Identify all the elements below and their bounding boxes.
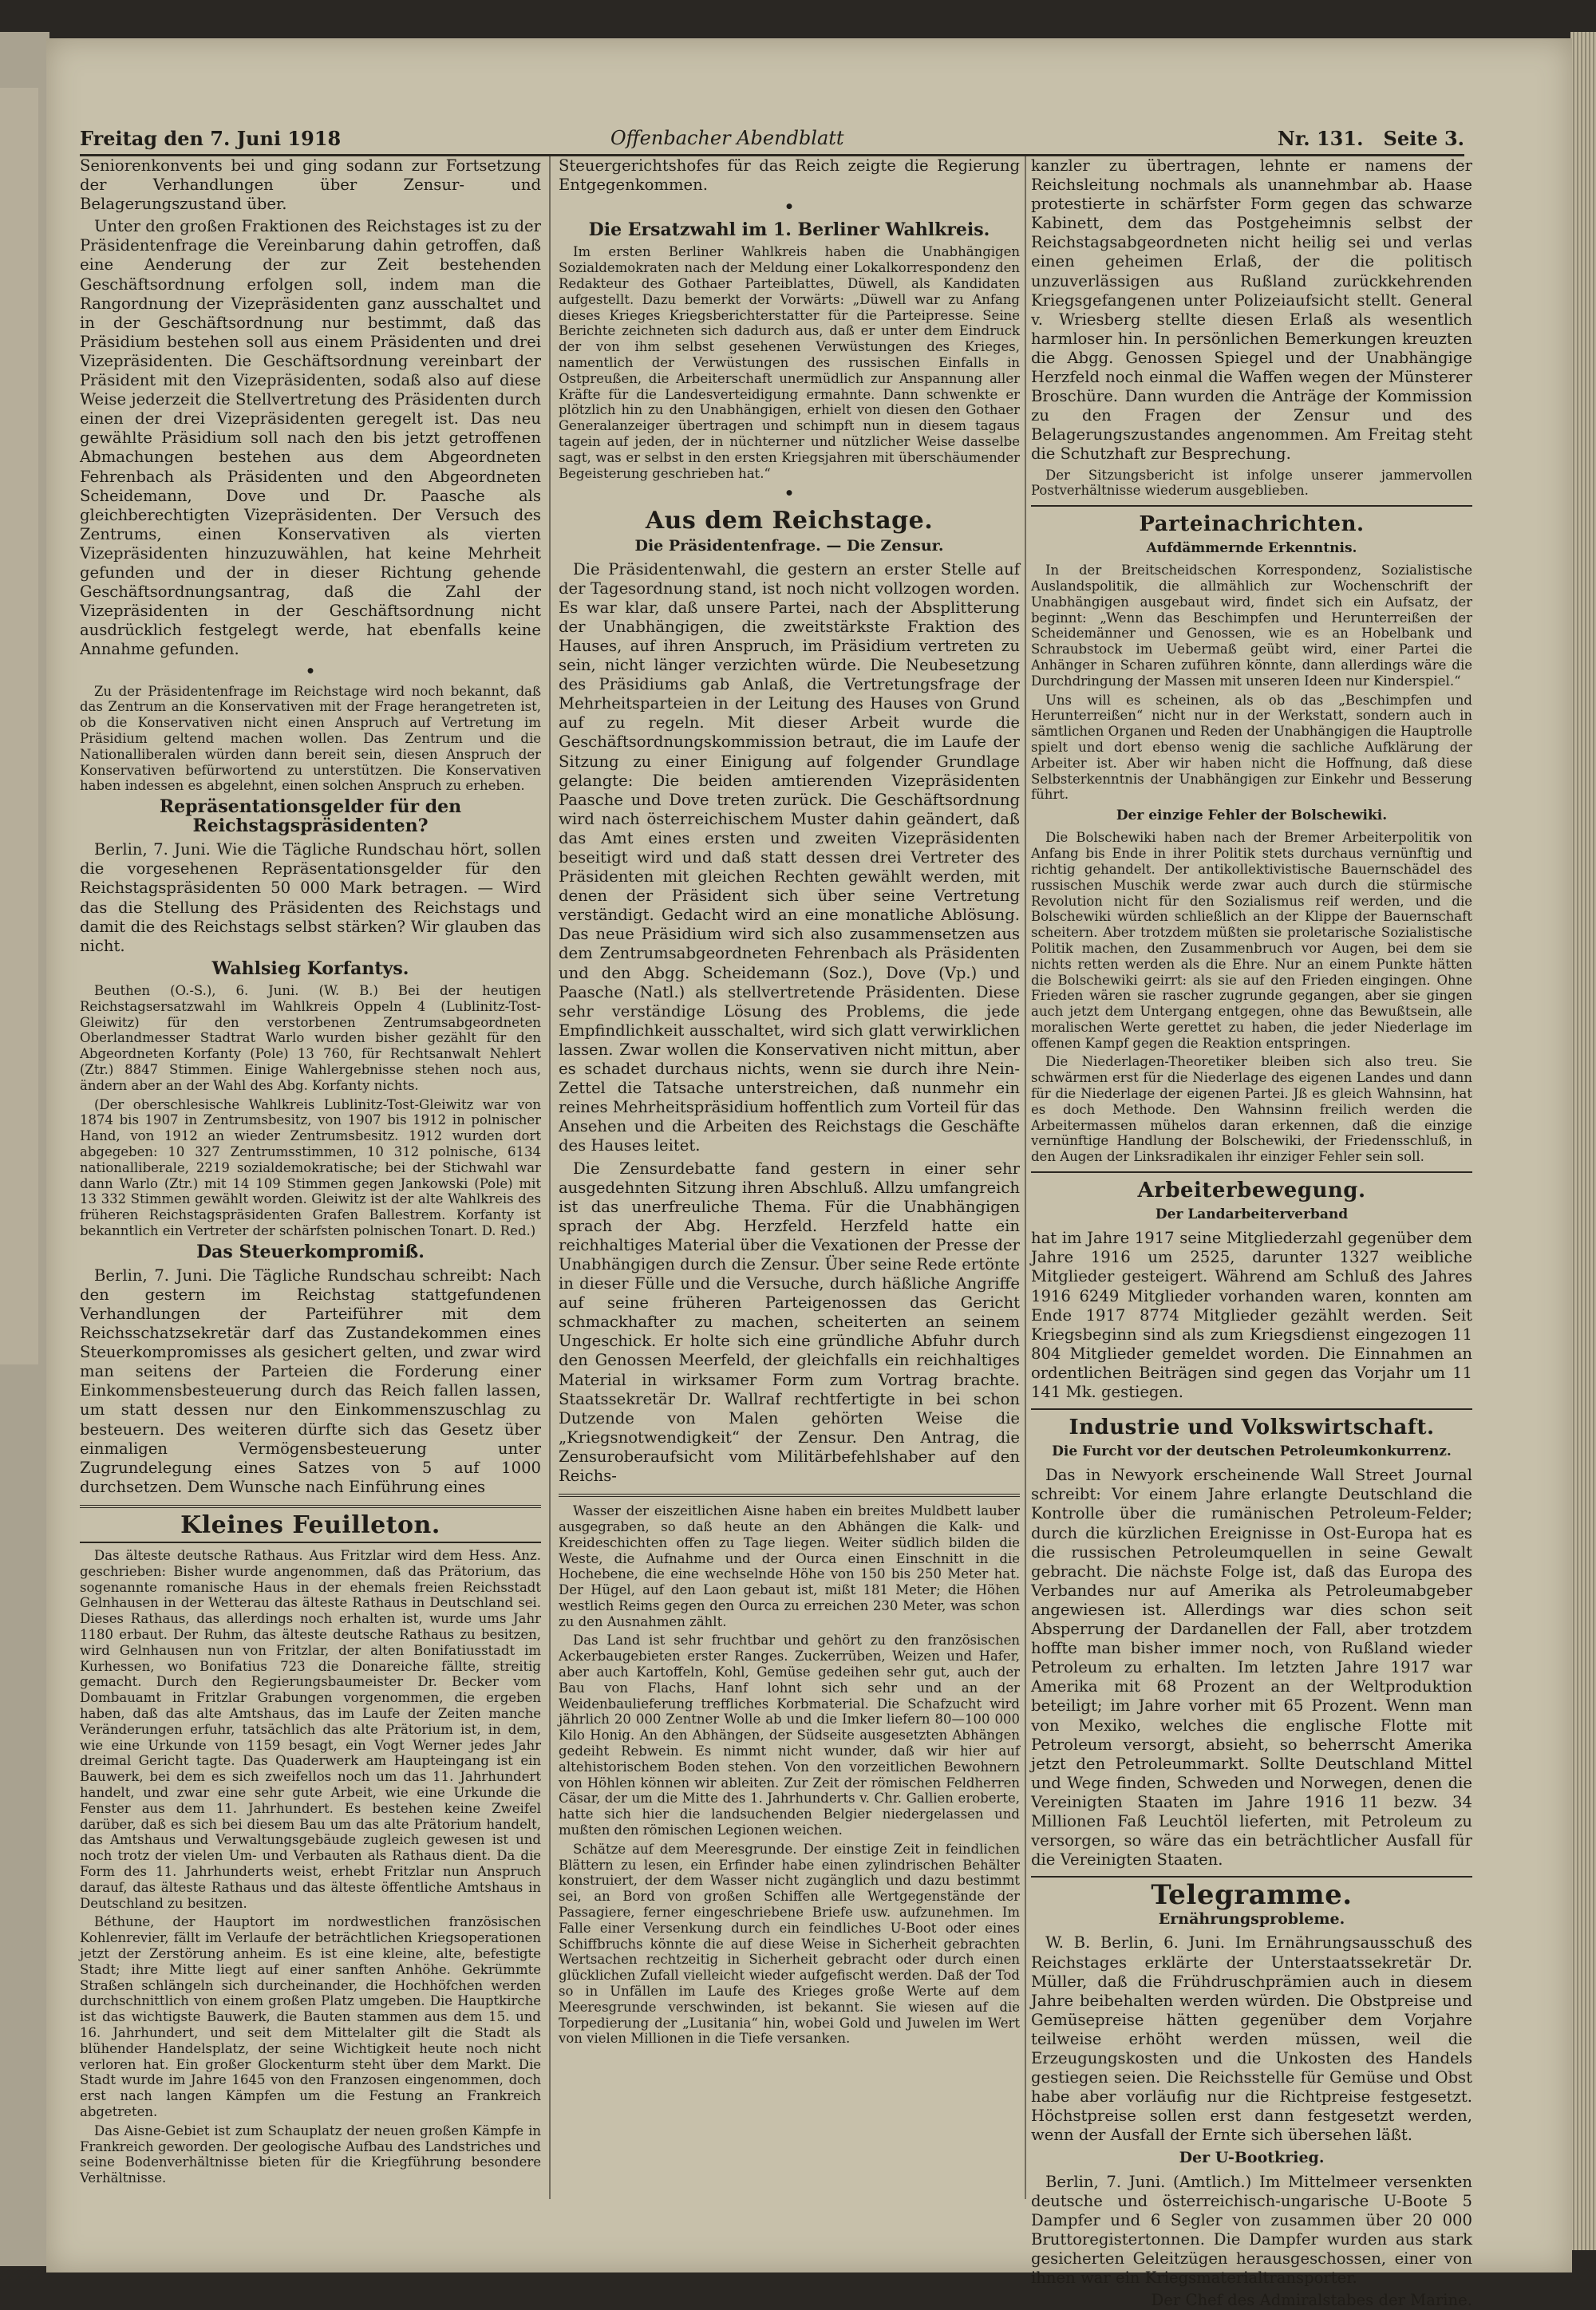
article-text-small: Zu der Präsidentenfrage im Reichstage wird noch bekannt, daß das Zentrum an die Konservativen mit der Frage herangetreten ist, ob die Konservativen nicht einen Anspruch auf Vertretung im Präsidium geltend machen wollen. Das Zentrum und die Nationalliberalen würden dann bereit sein, diesen Anspruch der Konservativen befürwortend zu unterstützen. Die Konservativen haben indessen es abgelehnt, einen solchen Anspruch zu erheben.: [80, 683, 541, 794]
article-text: Die Zensurdebatte fand gestern in einer sehr ausgedehnten Sitzung ihren Abschluß. Allzu umfangreich ist das unerfreuliche Thema. Für die Unabhängigen sprach der Abg. Herzfeld. Herzfeld hatte ein reichhaltiges Material über die Vexationen der Presse der Unabhängigen durch die Zensur. Über seine Rede ertönte in dieser Fülle und die Versuche, durch häßliche Angriffe auf seine früheren Parteigenossen das Gericht schmackhafter zu machen, scheiterten an seinem Ungeschick. Er holte sich eine gründliche Abfuhr durch den Genossen Meerfeld, der gleichfalls ein reichhaltiges Material in wirksamer Form zum Vortrag brachte. Staatssekretär Dr. Wallraf rechtfertigte in bei schon Dutzende von Malen gehörten Weise die „Kriegsnotwendigkeit“ der Zensur. Den Antrag, die Zensuroberaufsicht vom Militärbefehlshaber auf den Reichs-: [559, 1159, 1020, 1486]
separator-dot: •: [784, 198, 795, 217]
article-text-small: Beuthen (O.-S.), 6. Juni. (W. B.) Bei der heutigen Reichstagsersatzwahl im Wahlkreis Oppeln 4 (Lublinitz-Tost-Gleiwitz) für den verstorbenen Zentrumsabgeordneten Oberlandmesser Stadtrat Warlo wurden bisher gezählt für den Abgeordneten Korfanty (Pole) 13 760, für Rechtsanwalt Nehlert (Ztr.) 8847 Stimmen. Einige Wahlergebnisse stehen noch aus, ändern aber an der Wahl des Abg. Korfanty nichts.: [80, 982, 541, 1093]
article-text-small: Im ersten Berliner Wahlkreis haben die Unabhängigen Sozialdemokraten nach der Meldung einer Lokalkorrespondenz den Redakteur des Gothaer Parteiblattes, Düwell, als Kandidaten aufgestellt. Dazu bemerkt der Vorwärts: „Düwell war zu Anfang dieses Krieges Kriegsberichterstatter für die Parteipresse. Seine Berichte zeichneten sich dadurch aus, daß er unter dem Eindruck der von ihm selbst gesehenen Verwüstungen des Krieges, namentlich der Verwüstungen des russischen Einfalls in Ostpreußen, die Arbeiterschaft unermüdlich zur Anspannung aller Kräfte für die Landesverteidigung ermahnte. Dann schwenkte er plötzlich hin zu den Unabhängigen, erhielt von diesen den Gothaer Generalanzeiger übertragen und schimpft nun in diesem tagaus tagein auf jeden, der in nüchterner und nützlicher Weise dasselbe sagt, was er selbst in den ersten Kriegsjahren mit überschäumender Begeisterung geschrieben hat.“: [559, 244, 1020, 481]
article-text-small: Der Sitzungsbericht ist infolge unserer jammervollen Postverhältnisse wiederum ausgeblieben.: [1031, 467, 1472, 499]
section-rule: [1031, 1876, 1472, 1878]
article-text-small: (Der oberschlesische Wahlkreis Lublinitz-Tost-Gleiwitz war von 1874 bis 1907 in Zentrumsbesitz, von 1907 bis 1912 in polnischer Hand, von 1912 an wieder Zentrumsbesitz. 1912 wurden dort abgegeben: 10 327 Zentrumsstimmen, 10 312 polnische, 6134 nationalliberale, 2219 sozialdemokratische; bei der Stichwahl war dann Warlo (Ztr.) mit 14 109 Stimmen gegen Jankowski (Pole) mit 13 332 Stimmen gewählt worden. Gleiwitz ist der alte Wahlkreis des früheren Reichstagspräsidenten Grafen Ballestrem. Korfanty ist bekanntlich ein Vertreter der schärfsten polnischen Tonart. D. Red.): [80, 1096, 541, 1238]
article-text: W. B. Berlin, 6. Juni. Im Ernährungsausschuß des Reichstages erklärte der Unterstaatssekretär Dr. Müller, daß die Frühdruschprämien auch in diesem Jahre beibehalten werden würden. Die Obstpreise und Gemüsepreise hätten gegenüber dem Vorjahre teilweise erhöht werden müssen, weil die Erzeugungskosten und die Unkosten des Handels gestiegen seien. Die Reichsstelle für Gemüse und Obst habe aber vorläufig nur die Richtpreise festgesetzt. Höchstpreise sollen erst dann festgesetzt werden, wenn der Ausfall der Ernte sich übersehen läßt.: [1031, 1933, 1472, 2145]
section-rule: [1031, 505, 1472, 507]
section-rule: [1031, 1171, 1472, 1173]
article-text: Steuergerichtshofes für das Reich zeigte die Regierung Entgegenkommen.: [559, 156, 1020, 195]
article-text: Berlin, 7. Juni. Die Tägliche Rundschau schreibt: Nach den gestern im Reichstag stattgefundenen Verhandlungen der Parteiführer mit dem Reichsschatzsekretär darf das Zustandekommen eines Steuerkompromisses als gesichert gelten, und zwar wird man seitens der Parteien die Forderung einer Einkommensbesteuerung durch das Reich fallen lassen, um statt dessen nur den Einkommenszuschlag zu besteuern. Des weiteren dürfte sich das Gesetz über einmaligen Vermögensbesteuerung unter Zugrundelegung eines Satzes von 5 auf 1000 durchsetzen. Dem Wunsche nach Einführung eines: [80, 1266, 541, 1496]
article-text-small: Die Bolschewiki haben nach der Bremer Arbeiterpolitik von Anfang bis Ende in ihrer Politik stets durchaus vernünftig und richtig gehandelt. Der antikollektivistische Bauernschädel des russischen Muschik werde zwar auch durch die stürmische Revolution nicht für den Sozialismus reif werden, und die Bolschewiki würden schließlich an der Klippe der Bauernschaft scheitern. Aber trotzdem müßten sie proletarische Sozialistische Politik machen, den Zusammenbruch vor Augen, bei dem sie nichts retten werden als die Ehre. Nur an einem Punkte hätten die Bolschewiki geirrt: als sie auf den Frieden eingingen. Ohne Frieden wären sie rascher zugrunde gegangen, aber sie gingen auch jetzt dem Untergang entgegen, ohne das Bewußtsein, alle moralischen Werte gerettet zu haben, die jeder Niederlage im offenen Kampf gegen die Reaktion entspringen.: [1031, 830, 1472, 1051]
feuilleton-text: Das Aisne-Gebiet ist zum Schauplatz der neuen großen Kämpfe in Frankreich geworden. Der geologische Aufbau des Landstriches und seine Bodenverhältnisse bieten für die Kriegführung besondere Verhältnisse.: [80, 2122, 541, 2186]
article-text: Die Präsidentenwahl, die gestern an erster Stelle auf der Tagesordnung stand, ist noch nicht vollzogen worden. Es war klar, daß unsere Partei, nach der Absplitterung der Unabhängigen, die zweitstärkste Fraktion des Hauses, auf ihren Anspruch, im Präsidium vertreten zu sein, nicht länger verzichten würde. Die Neubesetzung des Präsidiums gab Anlaß, die Vertretungsfrage der Mehrheitsparteien in der Leitung des Hauses von Grund auf zu regeln. Mit dieser Arbeit wurde die Geschäftsordnungskommission betraut, die im Laufe der Sitzung zu einer Einigung auf folgender Grundlage gelangte: Die beiden amtierenden Vizepräsidenten Paasche und Dove treten zurück. Die Geschäftsordnung wird nach österreichischem Muster dahin geändert, daß das Amt eines ersten und zweiten Vizepräsidenten beseitigt wird und daß statt dessen drei Vertreter des Präsidenten mit gleichen Rechten gewählt werden, mit denen der Präsident sich über seine Vertretung verständigt. Gedacht wird an eine monatliche Ablösung. Das neue Präsidium wird sich also zusammensetzen aus dem Zentrumsabgeordneten Fehrenbach als Präsidenten und den Abgg. Scheidemann (Soz.), Dove (Vp.) und Paasche (Natl.) als stellvertretende Präsidenten. Diese sehr verständige Lösung des Problems, die jede Empfindlichkeit ausschaltet, wird sich glatt verwirklichen lassen. Zwar wollen die Konservativen nicht mittun, aber es schadet durchaus nichts, wenn sie durch ihre Nein-Zettel die Tatsache unterstreichen, daß nunmehr ein reines Mehrheitspräsidium hoffentlich zum Vorteil für das Ansehen und die Arbeiten des Reichstags die Geschäfte des Hauses leitet.: [559, 559, 1020, 1155]
article-text: Berlin, 7. Juni. Wie die Tägliche Rundschau hört, sollen die vorgesehenen Repräsentationsgelder für den Reichstagspräsidenten 50 000 Mark betragen. — Wird das die Stellung des Präsidenten des Reichstags und damit die des Reichstags selbst stärken? Wir glauben das nicht.: [80, 840, 541, 955]
section-title: Parteinachrichten.: [1139, 512, 1365, 537]
feuilleton-text: Wasser der eiszeitlichen Aisne haben ein breites Muldbett lauber ausgegraben, so daß heute an den Abhängen die Kalk- und Kreideschichten offen zu Tage liegen. Weiter südlich bilden die Weste, die Aufnahme und der Ourca einen Einschnitt in die Hochebene, die eine wechselnde Höhe von 150 bis 250 Meter hat. Der Hügel, auf den Laon gebaut ist, mißt 181 Meter; die Höhen westlich Reims gegen den Ourca zu erreichen 230 Meter, was schon zu den Ausnahmen zählt.: [559, 1503, 1020, 1629]
subheadline: Ernährungsprobleme.: [1158, 1910, 1345, 1929]
headline: Das Steuerkompromiß.: [196, 1241, 425, 1262]
header-paper-title: Offenbacher Abendblatt: [610, 127, 844, 149]
article-text: hat im Jahre 1917 seine Mitgliederzahl gegenüber dem Jahre 1916 um 2525, darunter 1327 weibliche Mitglieder gesteigert. Während am Schluß des Jahres 1916 6249 Mitglieder vorhanden waren, konnten am Ende 1917 8774 Mitglieder gezählt werden. Seit Kriegsbeginn sind als zum Kriegsdienst eingezogen 11 804 Mitglieder gemeldet worden. Die Einnahmen an ordentlichen Beiträgen sind gegen das Vorjahr um 11 141 Mk. gestiegen.: [1031, 1229, 1472, 1401]
column-3: [1031, 156, 1472, 2310]
book-page-edges: [1570, 32, 1596, 2250]
feuilleton-text: Schätze auf dem Meeresgrunde. Der einstige Zeit in feindlichen Blättern zu lesen, ein Erfinder habe einen zylindrischen Behälter konstruiert, der dem Wasser nicht zugänglich und dazu bestimmt sei, an Bord von großen Schiffen alle Wertgegenstände der Passagiere, ferner eingeschriebene Briefe usw. aufzunehmen. Im Falle einer Versenkung durch ein feindliches U-Boot oder eines Schiffbruchs könnte die auf diese Weise in Sicherheit gebrachten Wertsachen rechtzeitig in Sicherheit gebracht oder durch einen glücklichen Zufall vielleicht wieder aufgefischt werden. Daß der Tod so in Unfällen im Laufe des Krieges große Werte auf dem Meeresgrunde verschwinden, ist bekannt. Sie wiesen auf die Torpedierung der „Lusitania“ hin, wobei Gold und Juwelen im Wert von vielen Millionen in die Tiefe versanken.: [559, 1841, 1020, 2047]
section-title: Arbeiterbewegung.: [1137, 1179, 1366, 1203]
section-rule: [80, 1505, 541, 1508]
article-text-small: Uns will es scheinen, als ob das „Beschimpfen und Herunterreißen“ nicht nur in der Werkstatt, sondern auch in sämtlichen Organen und Reden der Unabhängigen die Hauptrolle spielt und dort ebenso wenig die sachliche Aufklärung der Arbeiter ist. Aber wir haben nicht die Hoffnung, daß diese Selbsterkenntnis der Unabhängigen zur Einkehr und Besserung führt.: [1031, 692, 1472, 803]
article-text: Das in Newyork erscheinende Wall Street Journal schreibt: Vor einem Jahre erlangte Deutschland die Kontrolle über die rumänischen Petroleum-Felder; durch die kürzlichen Ereignisse in Ost-Europa hat es die russischen Petroleumquellen in seine Gewalt gebracht. Die nächste Folge ist, daß das Europa des Verbandes nur auf Amerika als Petroleumabgeber angewiesen ist. Allerdings war dies schon seit Absperrung der Dardanellen der Fall, aber trotzdem hoffte man bisher immer noch, von Rußland wieder Petroleum zu erhalten. Im letzten Jahre 1917 war Amerika mit 68 Prozent an der Weltproduktion beteiligt; im Jahre vorher mit 65 Prozent. Wenn man von Mexiko, welches die englische Flotte mit Petroleum versorgt, absieht, so beherrscht Amerika jetzt den Petroleummarkt. Sollte Deutschland Mittel und Wege finden, Schweden und Norwegen, denen die Vereinigten Staaten im Jahre 1916 11 bezw. 34 Millionen Faß Leuchtöl lieferten, mit Petroleum zu versorgen, so wäre das ein beträchtlicher Ausfall für die Vereinigten Staaten.: [1031, 1466, 1472, 1870]
column-rule-2: [1025, 156, 1026, 2199]
section-title: Aus dem Reichstage.: [645, 507, 934, 535]
headline: Repräsentationsgelder für den Reichstagspräsidenten?: [159, 796, 462, 837]
subheadline: Aufdämmernde Erkenntnis.: [1146, 540, 1357, 557]
subheadline: Der Landarbeiterverband: [1155, 1206, 1349, 1223]
section-title: Kleines Feuilleton.: [180, 1510, 440, 1539]
article-text: Seniorenkonvents bei und ging sodann zur Fortsetzung der Verhandlungen über Zensur- und Belagerungszustand über.: [80, 156, 541, 214]
article-text: kanzler zu übertragen, lehnte er namens der Reichsleitung nochmals als unannehmbar ab. Haase protestierte in schärfster Form gegen das schwarze Kabinett, dem das Postgeheimnis selbst der Reichstagsabgeordneten nicht heilig sei und verlas einen geheimen Erlaß, der die politisch unzuverlässigen aus Rußland zurückkehrenden Kriegsgefangenen unter Polizeiaufsicht stellt. General v. Wriesberg stellte diesen Erlaß als wesentlich harmloser hin. In persönlichen Bemerkungen kreuzten die Abgg. Genossen Spiegel und der Unabhängige Herzfeld noch einmal die Waffen wegen der Münsterer Broschüre. Dann wurden die Anträge der Kommission zu den Fragen der Zensur und des Belagerungszustandes angenommen. Am Freitag steht die Schutzhaft zur Besprechung.: [1031, 156, 1472, 464]
article-text-small: Die Niederlagen-Theoretiker bleiben sich also treu. Sie schwärmen erst für die Niederlage des eigenen Landes und dann für die Niederlage der eigenen Partei. Jß es gleich Wahnsinn, hat es doch Methode. Den Wahnsinn freilich werden die Arbeitermassen mühelos daran erkennen, daß die einzige vernünftige Handlung der Bolschewiki, der Friedensschluß, in den Augen der Linksradikalen ihr einziger Fehler sein soll.: [1031, 1054, 1472, 1165]
header-page-number: Seite 3.: [1383, 127, 1464, 150]
headline: Wahlsieg Korfantys.: [211, 958, 409, 979]
subheadline: Die Präsidentenfrage. — Die Zensur.: [634, 536, 944, 555]
section-rule: [80, 1542, 541, 1543]
section-rule: [559, 1494, 1020, 1497]
section-title: Telegramme.: [1151, 1879, 1353, 1912]
column-rule-1: [549, 156, 551, 2199]
feuilleton-text: Das älteste deutsche Rathaus. Aus Fritzlar wird dem Hess. Anz. geschrieben: Bisher wurde angenommen, daß das Prätorium, das sogenannte romanische Haus in der ehemals freien Reichsstadt Gelnhausen in der Wetterau das älteste Rathaus in Deutschland sei. Dieses Rathaus, das allerdings noch erhalten ist, wurde ums Jahr 1180 erbaut. Der Ruhm, das älteste deutsche Rathaus zu besitzen, wird Gelnhausen nun von Fritzlar, der alten Bonifatiusstadt im Kurhessen, wo Bonifatius 723 die Donareiche fällte, streitig gemacht. Durch den Regierungsbaumeister Dr. Becker vom Dombauamt in Fritzlar Grabungen vorgenommen, die ergeben haben, daß das alte Amtshaus, das im Laufe der Zeiten manche Veränderungen erfuhr, tatsächlich das alte Prätorium ist, in dem, wie eine Urkunde von 1159 besagt, ein Vogt Werner jedes Jahr dreimal Gericht tagte. Das Quaderwerk am Haupteingang ist ein Bauwerk, bei dem es sich zweifellos noch um das 11. Jahrhundert handelt, und zwar eine sehr gute Arbeit, wie eine Urkunde die Fenster aus dem 11. Jahrhundert. Es bestehen keine Zweifel darüber, daß es sich bei diesem Bau um das alte Prätorium handelt, das Amtshaus und Verwaltungsgebäude zugleich gewesen ist und noch trotz der vielen Um- und Verbauten als Rathaus dient. Da die Form des 11. Jahrhunderts weist, erhebt Fritzlar nun Anspruch darauf, das älteste Rathaus und das älteste öffentliche Amtshaus in Deutschland zu besitzen.: [80, 1548, 541, 1911]
separator-dot: •: [784, 484, 795, 503]
article-text: Berlin, 7. Juni. (Amtlich.) Im Mittelmeer versenkten deutsche und österreichisch-ungarische U-Boote 5 Dampfer und 6 Segler von zusammen über 20 000 Bruttoregistertonnen. Die Dampfer wurden aus stark gesicherten Geleitzügen herausgeschossen, einer von ihnen war ein Kriegsmaterialtransporter.: [1031, 2172, 1472, 2288]
article-text-small: In der Breitscheidschen Korrespondenz, Sozialistische Auslandspolitik, die allmählich zur Wochenschrift der Unabhängigen ausgebaut wird, findet sich ein Aufsatz, der beginnt: „Wenn das Beschimpfen und Herunterreißen der Scheidemänner und Genossen, wie es an Hobelbank und Schraubstock im Uebermaß geübt wird, einer Partei die Anhänger in Scharen zuführen könnte, dann allerdings wäre die Durchdringung der Massen mit unseren Ideen nur Kinderspiel.“: [1031, 563, 1472, 689]
feuilleton-text: Béthune, der Hauptort im nordwestlichen französischen Kohlenrevier, fällt im Verlaufe der beträchtlichen Kriegsoperationen jetzt der Zerstörung anheim. Es ist eine kleine, alte, befestigte Stadt; ihre Mitte liegt auf einer sanften Anhöhe. Gekrümmte Straßen schlängeln sich durcheinander, die Hochhöfchen werden durchschnittlich von einem großen Platz umgeben. Die Hauptkirche ist das wichtigste Bauwerk, die Bauten stammen aus dem 15. und 16. Jahrhundert, und seit dem Mittelalter gilt die Stadt als blühender Handelsplatz, der seine Wichtigkeit heute noch nicht verloren hat. Ein großer Glockenturm steht über dem Markt. Die Stadt wurde im Jahre 1645 von den Franzosen eingenommen, doch erst nach langen Kämpfen um die Festung an Frankreich abgetreten.: [80, 1914, 541, 2119]
section-rule: [1031, 1408, 1472, 1410]
header-issue-number: Nr. 131.: [1277, 127, 1364, 150]
article-text: Unter den großen Fraktionen des Reichstages ist zu der Präsidentenfrage die Vereinbarung dahin getroffen, daß eine Aenderung der zur Zeit bestehenden Geschäftsordnung erfolgen soll, indem man die Rangordnung der Vizepräsidenten ganz ausschaltet und in der Geschäftsordnung nur bestimmt, daß das Präsidium bestehen soll aus einem Präsidenten und drei Vizepräsidenten. Die Geschäftsordnung vereinbart der Präsident mit den Vizepräsidenten, sodaß also auf diese Weise jederzeit die Stellvertretung des Präsidenten durch einen der drei Vizepräsidenten geregelt ist. Das neu gewählte Präsidium soll nach den bis jetzt getroffenen Abmachungen bestehen aus dem Abgeordneten Fehrenbach als Präsidenten und den Abgeordneten Scheidemann, Dove und Dr. Paasche als gleichberechtigten Vizepräsidenten. Der Versuch des Zentrums, einen Konservativen als vierten Vizepräsidenten hinzuzuwählen, hat keine Mehrheit gefunden und der in dieser Richtung gehende Geschäftsordnungsantrag, daß die Zahl der Vizepräsidenten in der Geschäftsordnung nicht ausdrücklich festgelegt werde, hat ebenfalls keine Annahme gefunden.: [80, 217, 541, 659]
separator-dot: •: [305, 662, 316, 681]
header-date: Freitag den 7. Juni 1918: [80, 127, 342, 150]
subheadline: Die Furcht vor der deutschen Petroleumkonkurrenz.: [1052, 1443, 1452, 1460]
subheadline: Der einzige Fehler der Bolschewiki.: [1116, 808, 1388, 824]
left-neighbor-page-strip: [0, 88, 38, 1364]
header-number-page: [1278, 127, 1464, 150]
section-title: Industrie und Volkswirtschaft.: [1069, 1416, 1435, 1440]
column-1: [80, 156, 541, 2267]
headline: Die Ersatzwahl im 1. Berliner Wahlkreis.: [588, 219, 990, 241]
signature-line: Der Chef des Admiralstabes der Marine.: [1151, 2291, 1472, 2310]
feuilleton-text: Das Land ist sehr fruchtbar und gehört zu den französischen Ackerbaugebieten erster Ranges. Zuckerrüben, Weizen und Hafer, aber auch Kartoffeln, Kohl, Gemüse gedeihen sehr gut, auch der Bau von Flachs, Hanf lohnt sich sehr und an der Weidenbaulieferung treffliches Korbmaterial. Die Schafzucht wird jährlich 20 000 Zentner Wolle ab und die Imker liefern 80—100 000 Kilo Honig. An den Abhängen, der Südseite ausgesetzten Abhängen gedeiht Rebwein. Es nimmt nicht wunder, daß wir hier auf altehistorischem Boden stehen. Von den vorzeitlichen Bewohnern von Höhlen können wir ableiten. Zur Zeit der römischen Feldherren Cäsar, der um die Mitte des 1. Jahrhunderts v. Chr. Gallien eroberte, hatte sich hier die landsuchenden Belgier niedergelassen und mußten den römischen Legionen weichen.: [559, 1633, 1020, 1838]
subheadline: Der U-Bootkrieg.: [1179, 2149, 1325, 2167]
column-2: [559, 156, 1020, 2267]
page-header: [80, 125, 1464, 156]
